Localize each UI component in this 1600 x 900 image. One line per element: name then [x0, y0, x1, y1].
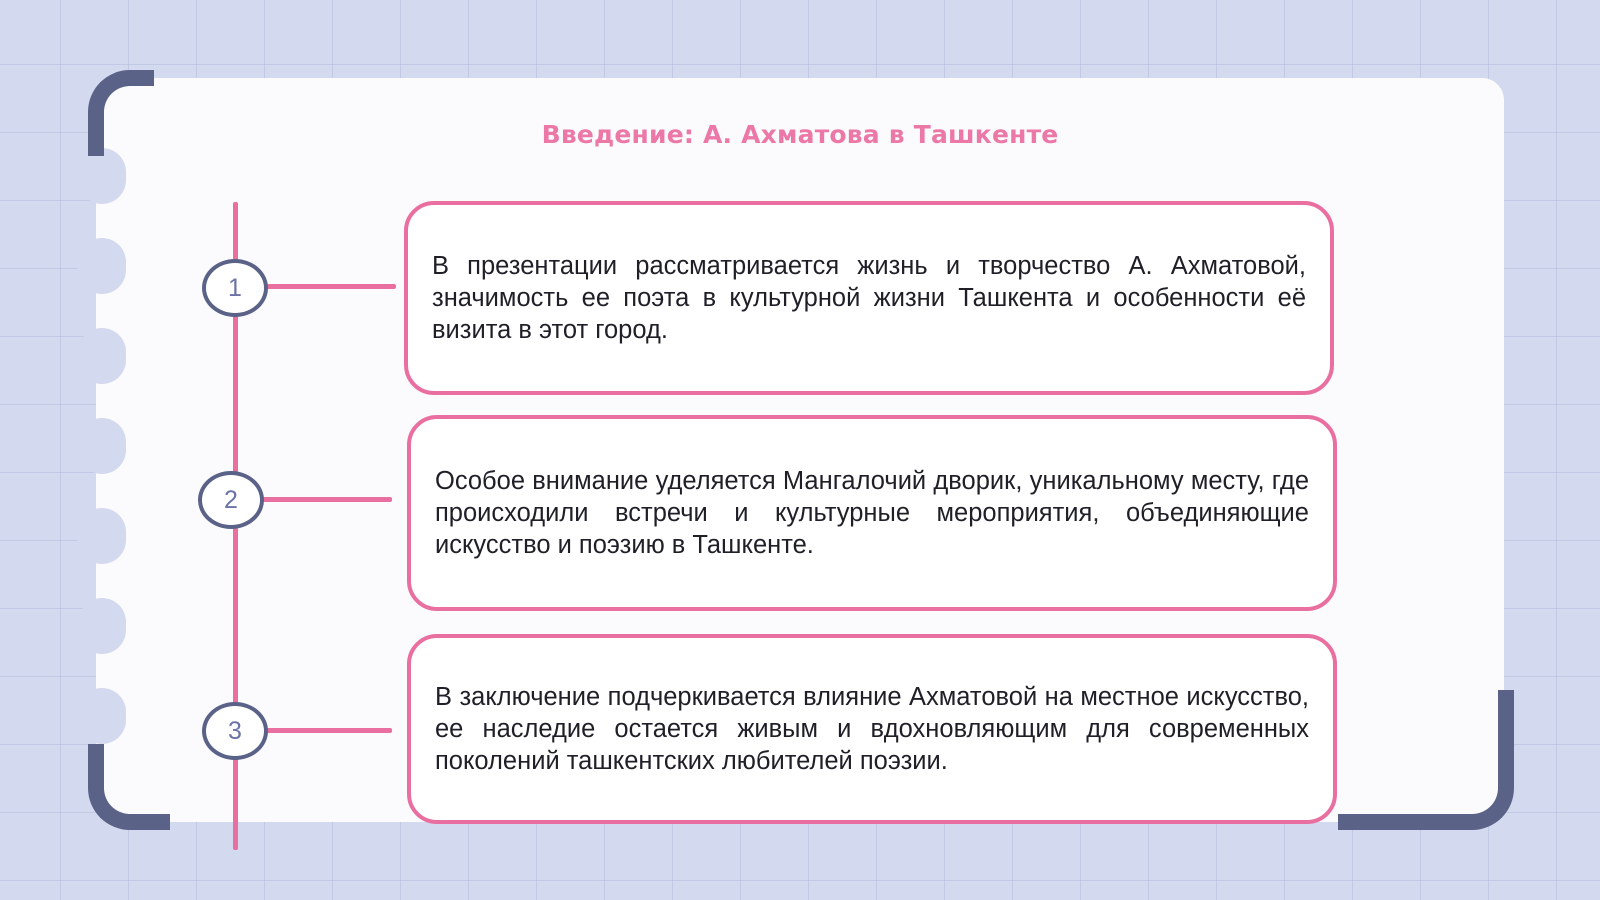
paper-edge-notch — [78, 598, 126, 654]
frame-bracket-bottom-right — [1338, 690, 1514, 830]
frame-bracket-bottom-left — [88, 744, 170, 830]
paper-edge-notch — [78, 328, 126, 384]
paper-edge-notch — [78, 688, 126, 744]
content-card-1 — [404, 201, 1334, 395]
step-number-badge-1: 1 — [202, 259, 268, 317]
paper-edge-notch — [78, 238, 126, 294]
paper-edge-notch — [78, 508, 126, 564]
timeline-connector-1 — [266, 284, 396, 289]
step-number-badge-3: 3 — [202, 702, 268, 760]
card-text-3: В заключение подчеркивается влияние Ахматовой на местное искусство, ее наследие остается живым и вдохновляющим для современных поколений ташкентских любителей поэзии. — [435, 683, 1309, 775]
paper-edge-notch — [78, 148, 126, 204]
timeline-connector-3 — [266, 728, 392, 733]
card-text-1: В презентации рассматривается жизнь и творчество А. Ахматовой, значимость ее поэта в культурной жизни Ташкента и особенности её визита в этот город. — [432, 252, 1306, 344]
paper-edge-notch — [78, 418, 126, 474]
card-text-2: Особое внимание уделяется Мангалочий дворик, уникальному месту, где происходили встречи и культурные мероприятия, объединяющие искусство и поэзию в Ташкенте. — [435, 467, 1309, 559]
timeline-connector-2 — [262, 497, 392, 502]
step-number-badge-2: 2 — [198, 471, 264, 529]
slide-title: Введение: А. Ахматова в Ташкенте — [541, 120, 1059, 149]
content-card-2 — [407, 415, 1337, 611]
content-card-3 — [407, 634, 1337, 824]
